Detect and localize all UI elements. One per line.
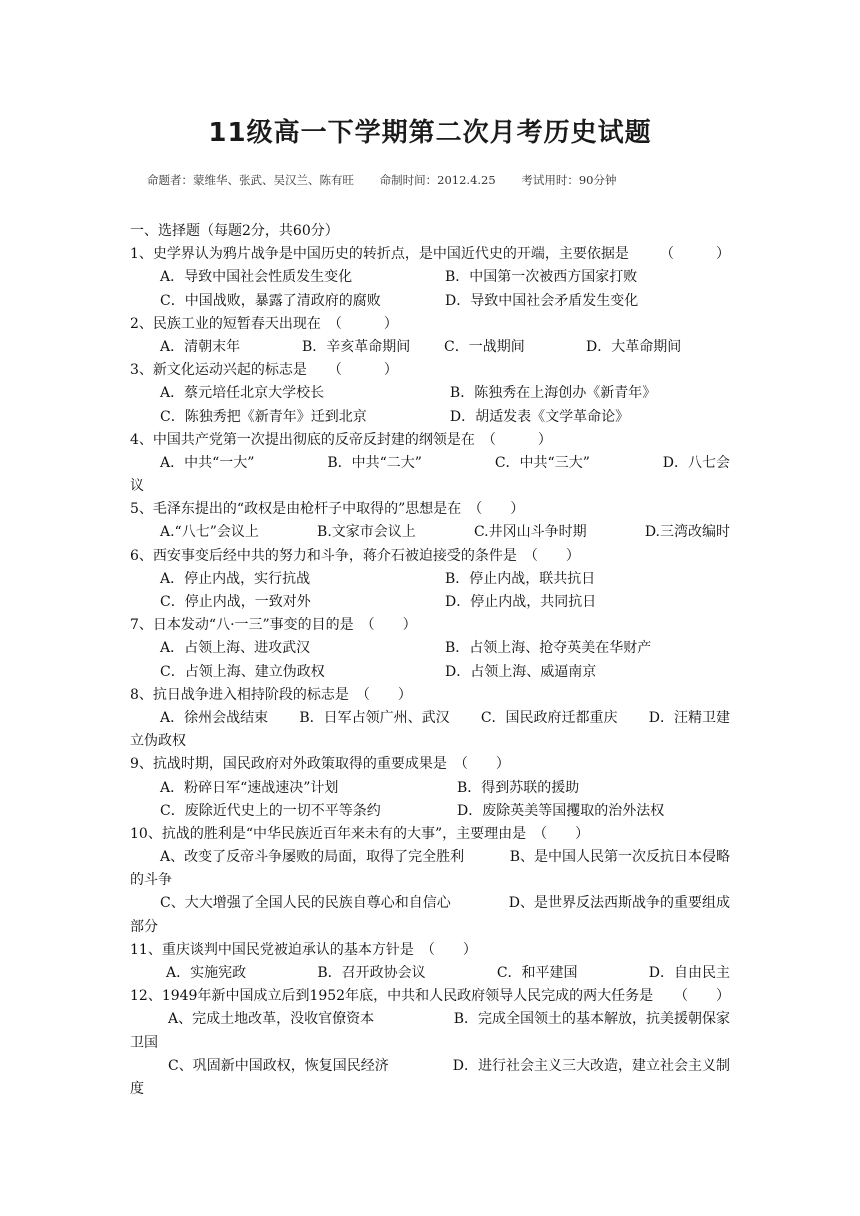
question-7-options bbox=[130, 637, 730, 660]
answer-paren: （ ） bbox=[674, 988, 730, 1005]
option-c: C．国民政府迁都重庆 bbox=[480, 709, 618, 726]
option-c: C．中国战败，暴露了清政府的腐败 bbox=[160, 292, 381, 309]
option-c: C．占领上海、建立伪政权 bbox=[160, 663, 325, 680]
option-d: D．停止内战，共同抗日 bbox=[445, 594, 597, 610]
option-d: D．废除英美等国攫取的治外法权 bbox=[456, 802, 665, 819]
option-b: B．陈独秀在上海创办《新青年》 bbox=[449, 385, 657, 402]
question-1-options bbox=[130, 266, 730, 289]
meta-authors: 命题者：蒙维华、张武、吴汉兰、陈有旺 bbox=[147, 173, 354, 187]
option-a: A．中共“一大” bbox=[160, 454, 255, 471]
question-1-options bbox=[130, 290, 730, 313]
option-c: C．和平建国 bbox=[496, 965, 578, 981]
question-12 bbox=[130, 985, 730, 1008]
question-3: 3、新文化运动兴起的标志是 （ ） bbox=[130, 362, 398, 379]
option-c: C．陈独秀把《新青年》迁到北京 bbox=[160, 408, 367, 425]
option-a: A、改变了反帝斗争屡败的局面，取得了完全胜利 bbox=[160, 849, 465, 866]
meta-duration: 考试用时：90分钟 bbox=[521, 173, 617, 187]
question-8-options bbox=[130, 707, 730, 730]
option-d: D．进行社会主义三大改造，建立社会主义制 bbox=[452, 1057, 730, 1074]
question-11-options bbox=[130, 962, 730, 985]
option-c: C．一战期间 bbox=[444, 338, 525, 355]
option-a: A.“八七”会议上 bbox=[160, 524, 259, 541]
question-6-options bbox=[130, 591, 730, 614]
option-a: A．粉碎日军“速战速决”计划 bbox=[160, 779, 339, 796]
option-b: B．中共“二大” bbox=[327, 454, 422, 471]
option-d-continued: 度 bbox=[130, 1080, 144, 1097]
option-a: A、完成土地改革，没收官僚资本 bbox=[168, 1011, 375, 1028]
option-d: D．汪精卫建 bbox=[648, 709, 730, 726]
question-4-options bbox=[130, 452, 730, 475]
option-d: D．自由民主 bbox=[648, 965, 730, 981]
option-b-continued: 的斗争 bbox=[130, 872, 172, 889]
question-12-options bbox=[130, 1008, 730, 1031]
meta-date: 命制时间：2012.4.25 bbox=[379, 173, 496, 187]
question-5-options bbox=[130, 521, 730, 544]
option-d: D．八七会 bbox=[662, 454, 730, 471]
option-b-continued: 卫国 bbox=[130, 1034, 158, 1051]
question-1 bbox=[130, 243, 730, 266]
question-10-options bbox=[130, 892, 730, 915]
question-9: 9、抗战时期，国民政府对外政策取得的重要成果是 （ ） bbox=[130, 756, 510, 773]
option-a: A．导致中国社会性质发生变化 bbox=[160, 269, 353, 286]
option-c: C．中共“三大” bbox=[494, 454, 590, 471]
option-a: A．蔡元培任北京大学校长 bbox=[160, 385, 325, 402]
option-b: B．日军占领广州、武汉 bbox=[299, 709, 450, 726]
question-3-options bbox=[130, 382, 730, 405]
option-c: C、巩固新中国政权，恢复国民经济 bbox=[168, 1057, 389, 1074]
option-c: C．停止内战，一致对外 bbox=[160, 594, 311, 610]
question-9-options bbox=[130, 800, 730, 823]
option-d: D．占领上海、威逼南京 bbox=[445, 663, 597, 680]
option-b: B．占领上海、抢夺英美在华财产 bbox=[445, 640, 652, 657]
question-6: 6、西安事变后经中共的努力和斗争，蒋介石被迫接受的条件是 （ ） bbox=[130, 547, 580, 564]
question-11: 11、重庆谈判中国民党被迫承认的基本方针是 （ ） bbox=[130, 941, 477, 958]
option-b: B．停止内战，联共抗日 bbox=[445, 570, 596, 587]
question-6-options bbox=[130, 568, 730, 591]
option-a: A．停止内战，实行抗战 bbox=[160, 570, 311, 587]
option-a: A．徐州会战结束 bbox=[160, 709, 269, 726]
question-10: 10、抗战的胜利是“中华民族近百年来未有的大事”，主要理由是 （ ） bbox=[130, 825, 590, 842]
question-12-options bbox=[130, 1055, 730, 1078]
option-b: B．召开政协会议 bbox=[317, 965, 426, 981]
answer-paren: （ ） bbox=[660, 246, 730, 263]
question-8: 8、抗日战争进入相持阶段的标志是 （ ） bbox=[130, 686, 412, 703]
page-title: 11级高一下学期第二次月考历史试题 bbox=[208, 118, 652, 148]
question-2-options bbox=[130, 336, 730, 359]
option-d-continued: 立伪政权 bbox=[130, 733, 186, 750]
option-c: C.井冈山斗争时期 bbox=[473, 524, 587, 541]
option-a: A．占领上海、进攻武汉 bbox=[160, 640, 311, 657]
option-a: A．实施宪政 bbox=[166, 965, 247, 981]
option-d: D．大革命期间 bbox=[586, 338, 682, 355]
option-c: C、大大增强了全国人民的民族自尊心和自信心 bbox=[160, 895, 451, 912]
question-9-options bbox=[130, 777, 730, 800]
option-c: C．废除近代史上的一切不平等条约 bbox=[160, 802, 381, 819]
option-d-continued: 部分 bbox=[130, 918, 158, 935]
question-stem: 1、史学界认为鸦片战争是中国历史的转折点，是中国近代史的开端，主要依据是 bbox=[130, 246, 629, 263]
option-a: A．清朝末年 bbox=[160, 338, 241, 355]
section-heading: 一、选择题（每题2分，共60分） bbox=[130, 223, 339, 239]
option-b: B．完成全国领土的基本解放，抗美援朝保家 bbox=[453, 1011, 730, 1028]
question-3-options bbox=[130, 406, 730, 429]
option-b: B．得到苏联的援助 bbox=[456, 779, 580, 796]
question-5: 5、毛泽东提出的“政权是由枪杆子中取得的”思想是在 （ ） bbox=[130, 501, 525, 518]
option-d-continued: 议 bbox=[130, 478, 144, 495]
option-d: D．导致中国社会矛盾发生变化 bbox=[445, 292, 639, 309]
option-b: B．中国第一次被西方国家打败 bbox=[445, 269, 638, 286]
option-b: B、是中国人民第一次反抗日本侵略 bbox=[509, 849, 730, 866]
question-list bbox=[130, 220, 730, 1101]
question-7: 7、日本发动“八·一三”事变的目的是 （ ） bbox=[130, 617, 417, 634]
question-4: 4、中国共产党第一次提出彻底的反帝反封建的纲领是在 （ ） bbox=[130, 431, 552, 448]
exam-meta bbox=[147, 172, 638, 188]
option-b: B.文家市会议上 bbox=[317, 524, 416, 541]
option-d: D．胡适发表《文学革命论》 bbox=[449, 408, 630, 425]
question-2: 2、民族工业的短暂春天出现在 （ ） bbox=[130, 315, 398, 332]
option-b: B．辛亥革命期间 bbox=[302, 338, 411, 355]
question-10-options bbox=[130, 846, 730, 869]
question-7-options bbox=[130, 661, 730, 684]
question-stem: 12、1949年新中国成立后到1952年底，中共和人民政府领导人民完成的两大任务是 bbox=[130, 988, 654, 1005]
option-d: D、是世界反法西斯战争的重要组成 bbox=[508, 895, 730, 912]
option-d: D.三湾改编时 bbox=[644, 524, 730, 541]
